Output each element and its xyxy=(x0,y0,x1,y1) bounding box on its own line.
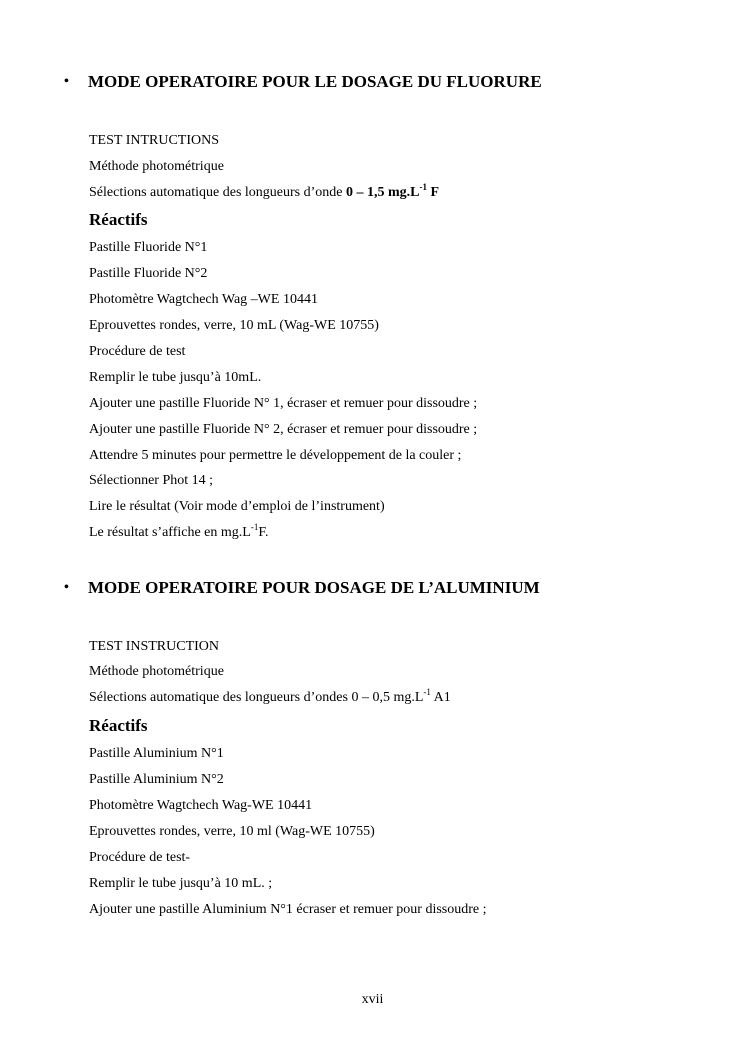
test-label: TEST INTRUCTIONS xyxy=(89,133,220,148)
reagents-heading: Réactifs xyxy=(89,716,148,735)
list-item: Ajouter une pastille Aluminium N°1 écraser et remuer pour dissoudre ; xyxy=(89,902,487,917)
list-item: Photomètre Wagtchech Wag –WE 10441 xyxy=(89,292,318,307)
list-item: Procédure de test xyxy=(89,344,186,359)
list-item: Eprouvettes rondes, verre, 10 mL (Wag-WE 10755) xyxy=(89,318,379,333)
section-title: MODE OPERATOIRE POUR DOSAGE DE L’ALUMINIUM xyxy=(88,578,540,597)
list-item: Procédure de test- xyxy=(89,850,191,865)
section-heading-aluminium xyxy=(64,578,540,598)
page-number: xvii xyxy=(361,992,384,1007)
section-title: MODE OPERATOIRE POUR LE DOSAGE DU FLUORURE xyxy=(88,72,542,91)
list-item: Ajouter une pastille Fluoride N° 1, écraser et remuer pour dissoudre ; xyxy=(89,396,478,411)
result-line: Le résultat s’affiche en $mg.L^{-1}F$. xyxy=(89,522,269,540)
bullet-icon: • xyxy=(64,580,69,595)
list-item: Ajouter une pastille Fluoride N° 2, écraser et remuer pour dissoudre ; xyxy=(89,422,478,437)
section-heading-fluorure xyxy=(64,72,542,92)
list-item: Eprouvettes rondes, verre, 10 ml (Wag-WE 10755) xyxy=(89,824,375,839)
test-label: TEST INSTRUCTION xyxy=(89,639,220,654)
list-item: Photomètre Wagtchech Wag-WE 10441 xyxy=(89,798,313,813)
wavelength-line: Sélections automatique des longueurs d’onde 0 – 1,5 $mg.L^{-1}$ F xyxy=(89,182,440,200)
method-line: Méthode photométrique xyxy=(89,159,224,174)
list-item: Sélectionner Phot 14 ; xyxy=(89,473,214,488)
list-item: Pastille Aluminium N°2 xyxy=(89,772,224,787)
list-item: Pastille Aluminium N°1 xyxy=(89,746,224,761)
list-item: Lire le résultat (Voir mode d’emploi de l’instrument) xyxy=(89,499,385,514)
method-line: Méthode photométrique xyxy=(89,664,224,679)
bullet-icon: • xyxy=(64,74,69,89)
list-item: Remplir le tube jusqu’à 10mL. xyxy=(89,370,262,385)
list-item: Remplir le tube jusqu’à 10 mL. ; xyxy=(89,876,273,891)
list-item: Attendre 5 minutes pour permettre le développement de la couler ; xyxy=(89,448,462,463)
reagents-heading: Réactifs xyxy=(89,210,148,229)
list-item: Pastille Fluoride N°1 xyxy=(89,240,208,255)
wavelength-line: Sélections automatique des longueurs d’ondes 0 – 0,5 $mg.L^{-1}$ A1 xyxy=(89,687,451,705)
list-item: Pastille Fluoride N°2 xyxy=(89,266,208,281)
